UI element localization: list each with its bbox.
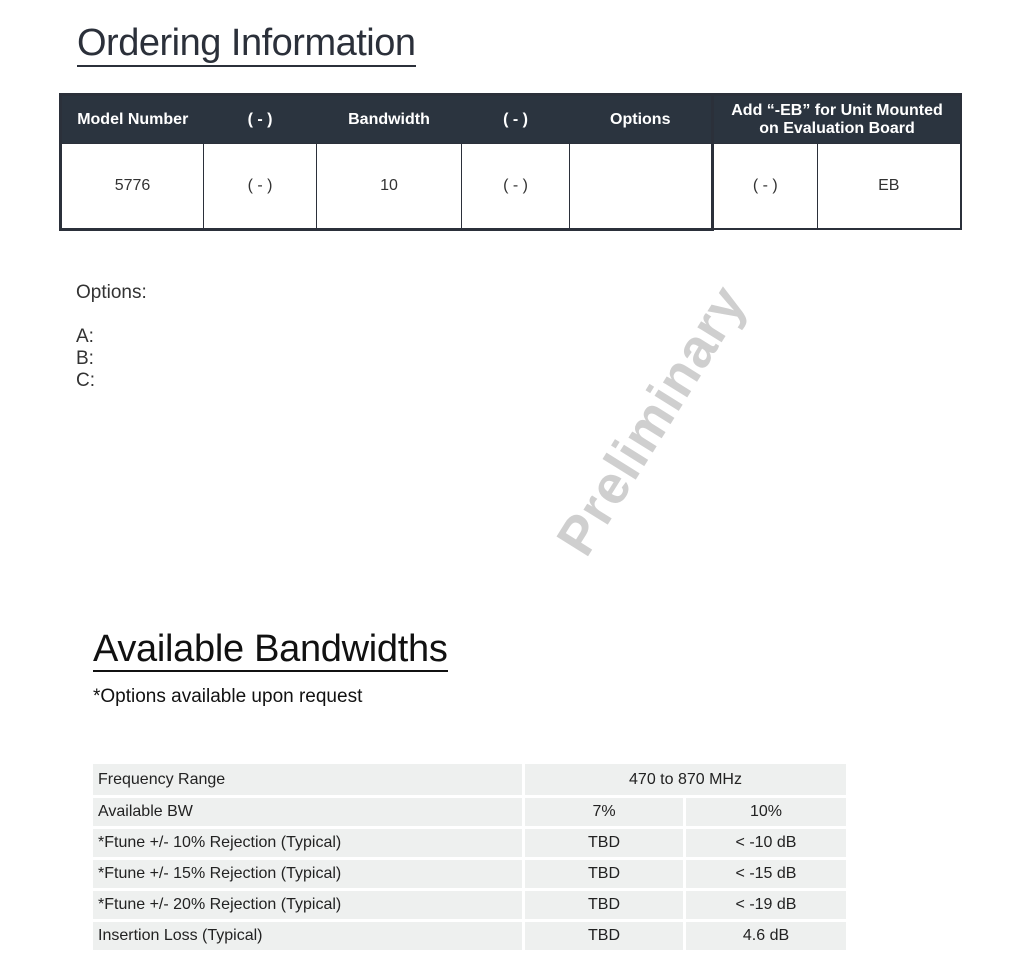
row-label: Available BW [93,798,525,826]
preliminary-watermark: Preliminary [545,275,758,566]
option-a: A: [76,326,94,347]
header-model-number: Model Number [61,95,204,144]
value-options [570,144,713,230]
table-row [93,764,846,795]
row-value-7: TBD [525,860,686,888]
row-value-7: 7% [525,798,686,826]
row-value-10: < -19 dB [686,891,846,919]
header-dash-2: ( - ) [462,95,570,144]
row-value-10: 10% [686,798,846,826]
value-dash-2: ( - ) [462,144,570,230]
header-eb [713,95,961,144]
row-value-10: < -15 dB [686,860,846,888]
table-row [93,891,846,919]
bandwidths-title [93,626,448,672]
ordering-title [77,20,416,67]
ordering-title-text: Ordering Information [77,21,416,67]
header-eb-line-1: Add “-EB” for Unit Mounted [731,101,943,119]
option-c: C: [76,370,95,391]
value-model-number: 5776 [61,144,204,230]
table-row [93,829,846,857]
table-row [93,860,846,888]
header-options: Options [570,95,713,144]
row-value-7: TBD [525,891,686,919]
row-label: Frequency Range [93,764,525,795]
value-bandwidth: 10 [317,144,462,230]
row-value-7: TBD [525,922,686,950]
table-row [93,798,846,826]
value-eb: EB [817,144,961,230]
header-eb-line-2: on Evaluation Board [759,119,915,137]
row-label: *Ftune +/- 20% Rejection (Typical) [93,891,525,919]
table-row [93,922,846,950]
header-bandwidth: Bandwidth [317,95,462,144]
options-label: Options: [76,282,147,303]
option-b: B: [76,348,94,369]
row-value-10: < -10 dB [686,829,846,857]
frequency-range-value: 470 to 870 MHz [525,764,846,795]
value-dash-1: ( - ) [204,144,317,230]
row-value-10: 4.6 dB [686,922,846,950]
row-label: *Ftune +/- 10% Rejection (Typical) [93,829,525,857]
header-dash-1: ( - ) [204,95,317,144]
ordering-table [59,93,714,231]
row-label: Insertion Loss (Typical) [93,922,525,950]
bandwidths-title-text: Available Bandwidths [93,628,448,670]
row-label: *Ftune +/- 15% Rejection (Typical) [93,860,525,888]
value-dash-3: ( - ) [713,144,817,230]
row-value-7: TBD [525,829,686,857]
bandwidth-spec-table [93,761,846,953]
eb-table [712,93,962,230]
bandwidths-note: *Options available upon request [93,686,363,707]
